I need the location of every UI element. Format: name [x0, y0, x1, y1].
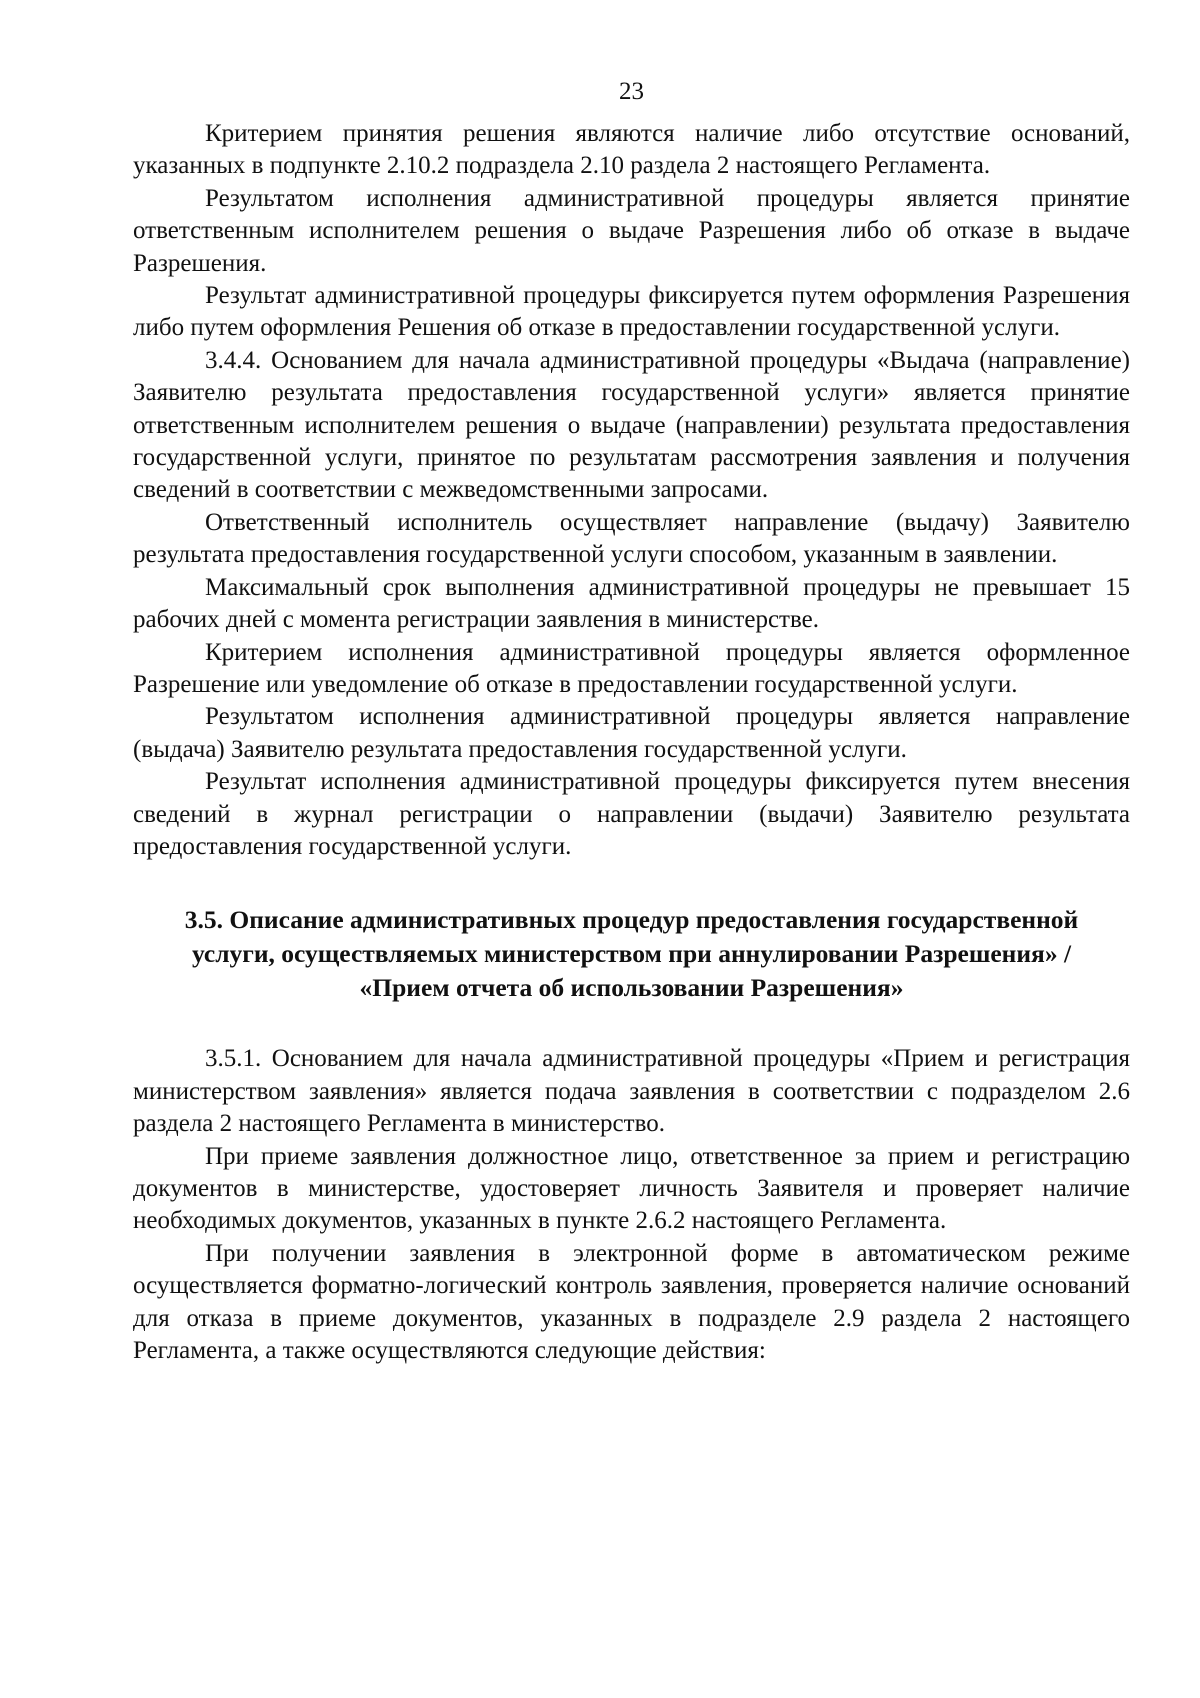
paragraph: Ответственный исполнитель осуществляет направление (выдачу) Заявителю результата предоставления государственной услуги способом, указанным в заявлении.	[133, 508, 1130, 569]
page-number: 23	[619, 78, 644, 105]
section-heading-line: «Прием отчета об использовании Разрешения»	[359, 973, 904, 1003]
section-heading	[133, 903, 1130, 1005]
body-text-after	[133, 1043, 1130, 1367]
paragraph: Результатом исполнения административной процедуры является направление (выдача) Заявителю результата предоставления государственной услуги.	[133, 703, 1130, 763]
paragraph: 3.5.1. Основанием для начала административной процедуры «Прием и регистрация министерством заявления» является подача заявления в соответствии с подразделом 2.6 раздела 2 настоящего Регламента в министерство.	[133, 1045, 1130, 1138]
paragraph: 3.4.4. Основанием для начала административной процедуры «Выдача (направление) Заявителю результата предоставления государственной услуги» является принятие ответственным исполнителем решения о выдаче (направлении) результата предоставления государственной услуги, принятое по результатам рассмотрения заявления и получения сведений в соответствии с межведомственными запросами.	[133, 346, 1130, 504]
paragraph: При получении заявления в электронной форме в автоматическом режиме осуществляется форматно-логический контроль заявления, проверяется наличие оснований для отказа в приеме документов, указанных в подразделе 2.9 раздела 2 настоящего Регламента, а также осуществляются следующие действия:	[133, 1239, 1130, 1364]
paragraph: При приеме заявления должностное лицо, ответственное за прием и регистрацию документов в министерстве, удостоверяет личность Заявителя и проверяет наличие необходимых документов, указанных в пункте 2.6.2 настоящего Регламента.	[133, 1142, 1130, 1235]
paragraph: Критерием исполнения административной процедуры является оформленное Разрешение или уведомление об отказе в предоставлении государственной услуги.	[133, 638, 1130, 698]
section-heading-line: услуги, осуществляемых министерством при аннулировании Разрешения» /	[191, 939, 1072, 969]
paragraph: Результат административной процедуры фиксируется путем оформления Разрешения либо путем оформления Решения об отказе в предоставлении государственной услуги.	[133, 282, 1130, 342]
paragraph: Результат исполнения административной процедуры фиксируется путем внесения сведений в журнал регистрации о направлении (выдачи) Заявителю результата предоставления государственной услуги.	[133, 768, 1130, 860]
paragraph: Критерием принятия решения являются наличие либо отсутствие оснований, указанных в подпункте 2.10.2 подраздела 2.10 раздела 2 настоящего Регламента.	[133, 120, 1130, 180]
paragraph: Результатом исполнения административной процедуры является принятие ответственным исполнителем решения о выдаче Разрешения либо об отказе в выдаче Разрешения.	[133, 184, 1130, 277]
section-heading-line: 3.5. Описание административных процедур предоставления государственной	[184, 905, 1079, 935]
paragraph: Максимальный срок выполнения административной процедуры не превышает 15 рабочих дней с момента регистрации заявления в министерстве.	[133, 573, 1130, 634]
body-text-before	[133, 118, 1130, 863]
